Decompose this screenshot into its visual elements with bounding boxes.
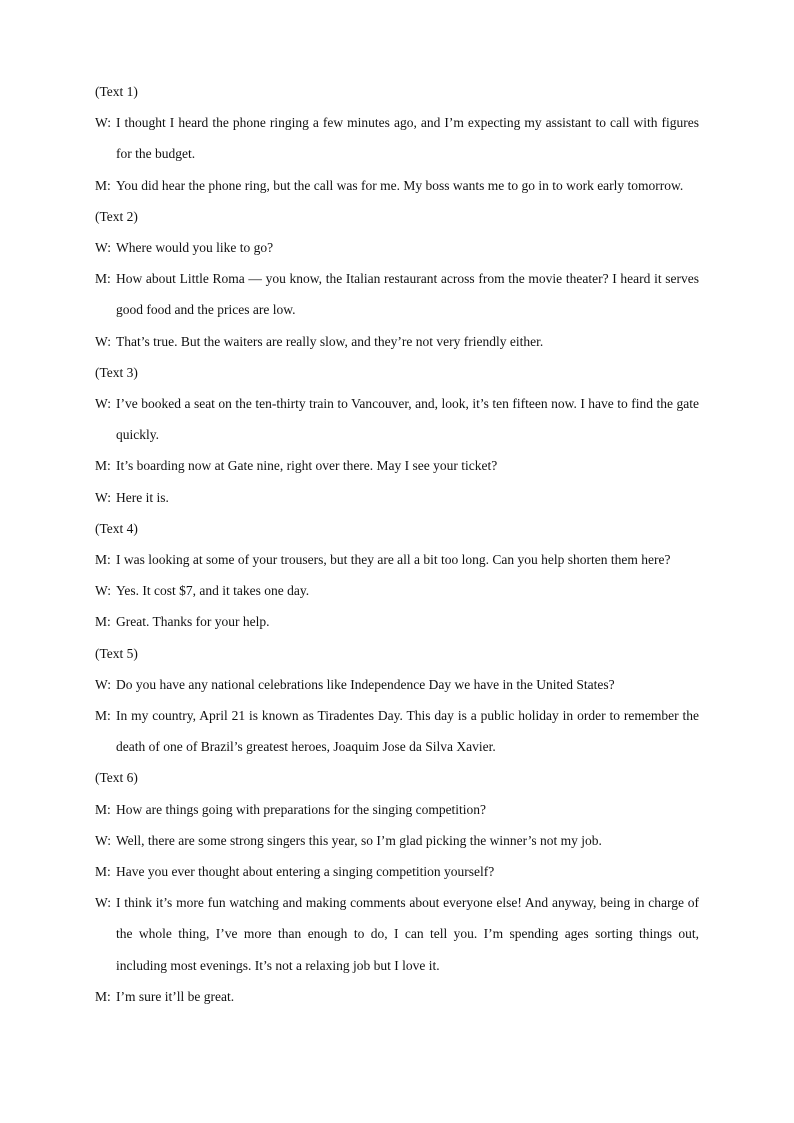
utterance-text: I’ve booked a seat on the ten-thirty train to Vancouver, and, look, it’s ten fifteen now. I have to find the gate quickly.	[116, 396, 699, 443]
dialogue-line	[95, 856, 699, 887]
dialogue-line	[95, 107, 699, 169]
speaker-tag: M:	[95, 271, 111, 287]
section-label: (Text 6)	[95, 770, 138, 786]
dialogue-line	[95, 700, 699, 762]
dialogue-line	[95, 450, 699, 481]
speaker-tag: W:	[95, 396, 111, 412]
section-label: (Text 3)	[95, 364, 138, 380]
utterance-text: It’s boarding now at Gate nine, right over there. May I see your ticket?	[116, 458, 498, 474]
section-label: (Text 2)	[95, 208, 138, 224]
speaker-tag: W:	[95, 489, 111, 505]
utterance-text: You did hear the phone ring, but the call was for me. My boss wants me to go in to work early tomorrow.	[116, 177, 684, 193]
dialogue-line	[95, 263, 699, 325]
utterance-text: Have you ever thought about entering a singing competition yourself?	[116, 864, 495, 880]
dialogue-line	[95, 388, 699, 450]
utterance-text: Great. Thanks for your help.	[116, 614, 270, 630]
utterance-text: How are things going with preparations for the singing competition?	[116, 801, 487, 817]
section-label: (Text 4)	[95, 520, 138, 536]
utterance-text: How about Little Roma — you know, the Italian restaurant across from the movie theater? I heard it serves good food and the prices are low.	[116, 271, 699, 318]
section-label: (Text 5)	[95, 645, 138, 661]
transcript-document	[95, 76, 699, 1012]
utterance-text: Here it is.	[116, 489, 169, 505]
dialogue-line	[95, 482, 699, 513]
dialogue-line	[95, 981, 699, 1012]
speaker-tag: W:	[95, 240, 111, 256]
dialogue-line	[95, 170, 699, 201]
dialogue-line	[95, 887, 699, 981]
speaker-tag: M:	[95, 552, 111, 568]
speaker-tag: W:	[95, 895, 111, 911]
dialogue-line	[95, 825, 699, 856]
speaker-tag: W:	[95, 115, 111, 131]
speaker-tag: M:	[95, 988, 111, 1004]
utterance-text: That’s true. But the waiters are really slow, and they’re not very friendly either.	[116, 333, 544, 349]
speaker-tag: W:	[95, 583, 111, 599]
utterance-text: I think it’s more fun watching and making comments about everyone else! And anyway, being in charge of the whole thing, I’ve more than enough to do, I can tell you. I’m spending ages sorting things out, including most evenings. It’s not a relaxing job but I love it.	[116, 895, 699, 973]
speaker-tag: M:	[95, 708, 111, 724]
utterance-text: I was looking at some of your trousers, but they are all a bit too long. Can you help shorten them here?	[116, 552, 671, 568]
utterance-text: Well, there are some strong singers this year, so I’m glad picking the winner’s not my job.	[116, 832, 602, 848]
utterance-text: I thought I heard the phone ringing a few minutes ago, and I’m expecting my assistant to call with figures for the budget.	[116, 115, 699, 162]
speaker-tag: W:	[95, 832, 111, 848]
utterance-text: I’m sure it’ll be great.	[116, 988, 235, 1004]
speaker-tag: M:	[95, 177, 111, 193]
dialogue-line	[95, 232, 699, 263]
utterance-text: Do you have any national celebrations like Independence Day we have in the United States?	[116, 676, 615, 692]
dialogue-line	[95, 669, 699, 700]
dialogue-line	[95, 326, 699, 357]
speaker-tag: W:	[95, 676, 111, 692]
speaker-tag: M:	[95, 801, 111, 817]
dialogue-line	[95, 794, 699, 825]
utterance-text: In my country, April 21 is known as Tiradentes Day. This day is a public holiday in order to remember the death of one of Brazil’s greatest heroes, Joaquim Jose da Silva Xavier.	[116, 708, 699, 755]
speaker-tag: W:	[95, 333, 111, 349]
speaker-tag: M:	[95, 614, 111, 630]
utterance-text: Where would you like to go?	[116, 240, 274, 256]
speaker-tag: M:	[95, 864, 111, 880]
dialogue-line	[95, 606, 699, 637]
dialogue-line	[95, 575, 699, 606]
utterance-text: Yes. It cost $7, and it takes one day.	[116, 583, 310, 599]
section-label: (Text 1)	[95, 84, 138, 99]
dialogue-line	[95, 544, 699, 575]
speaker-tag: M:	[95, 458, 111, 474]
